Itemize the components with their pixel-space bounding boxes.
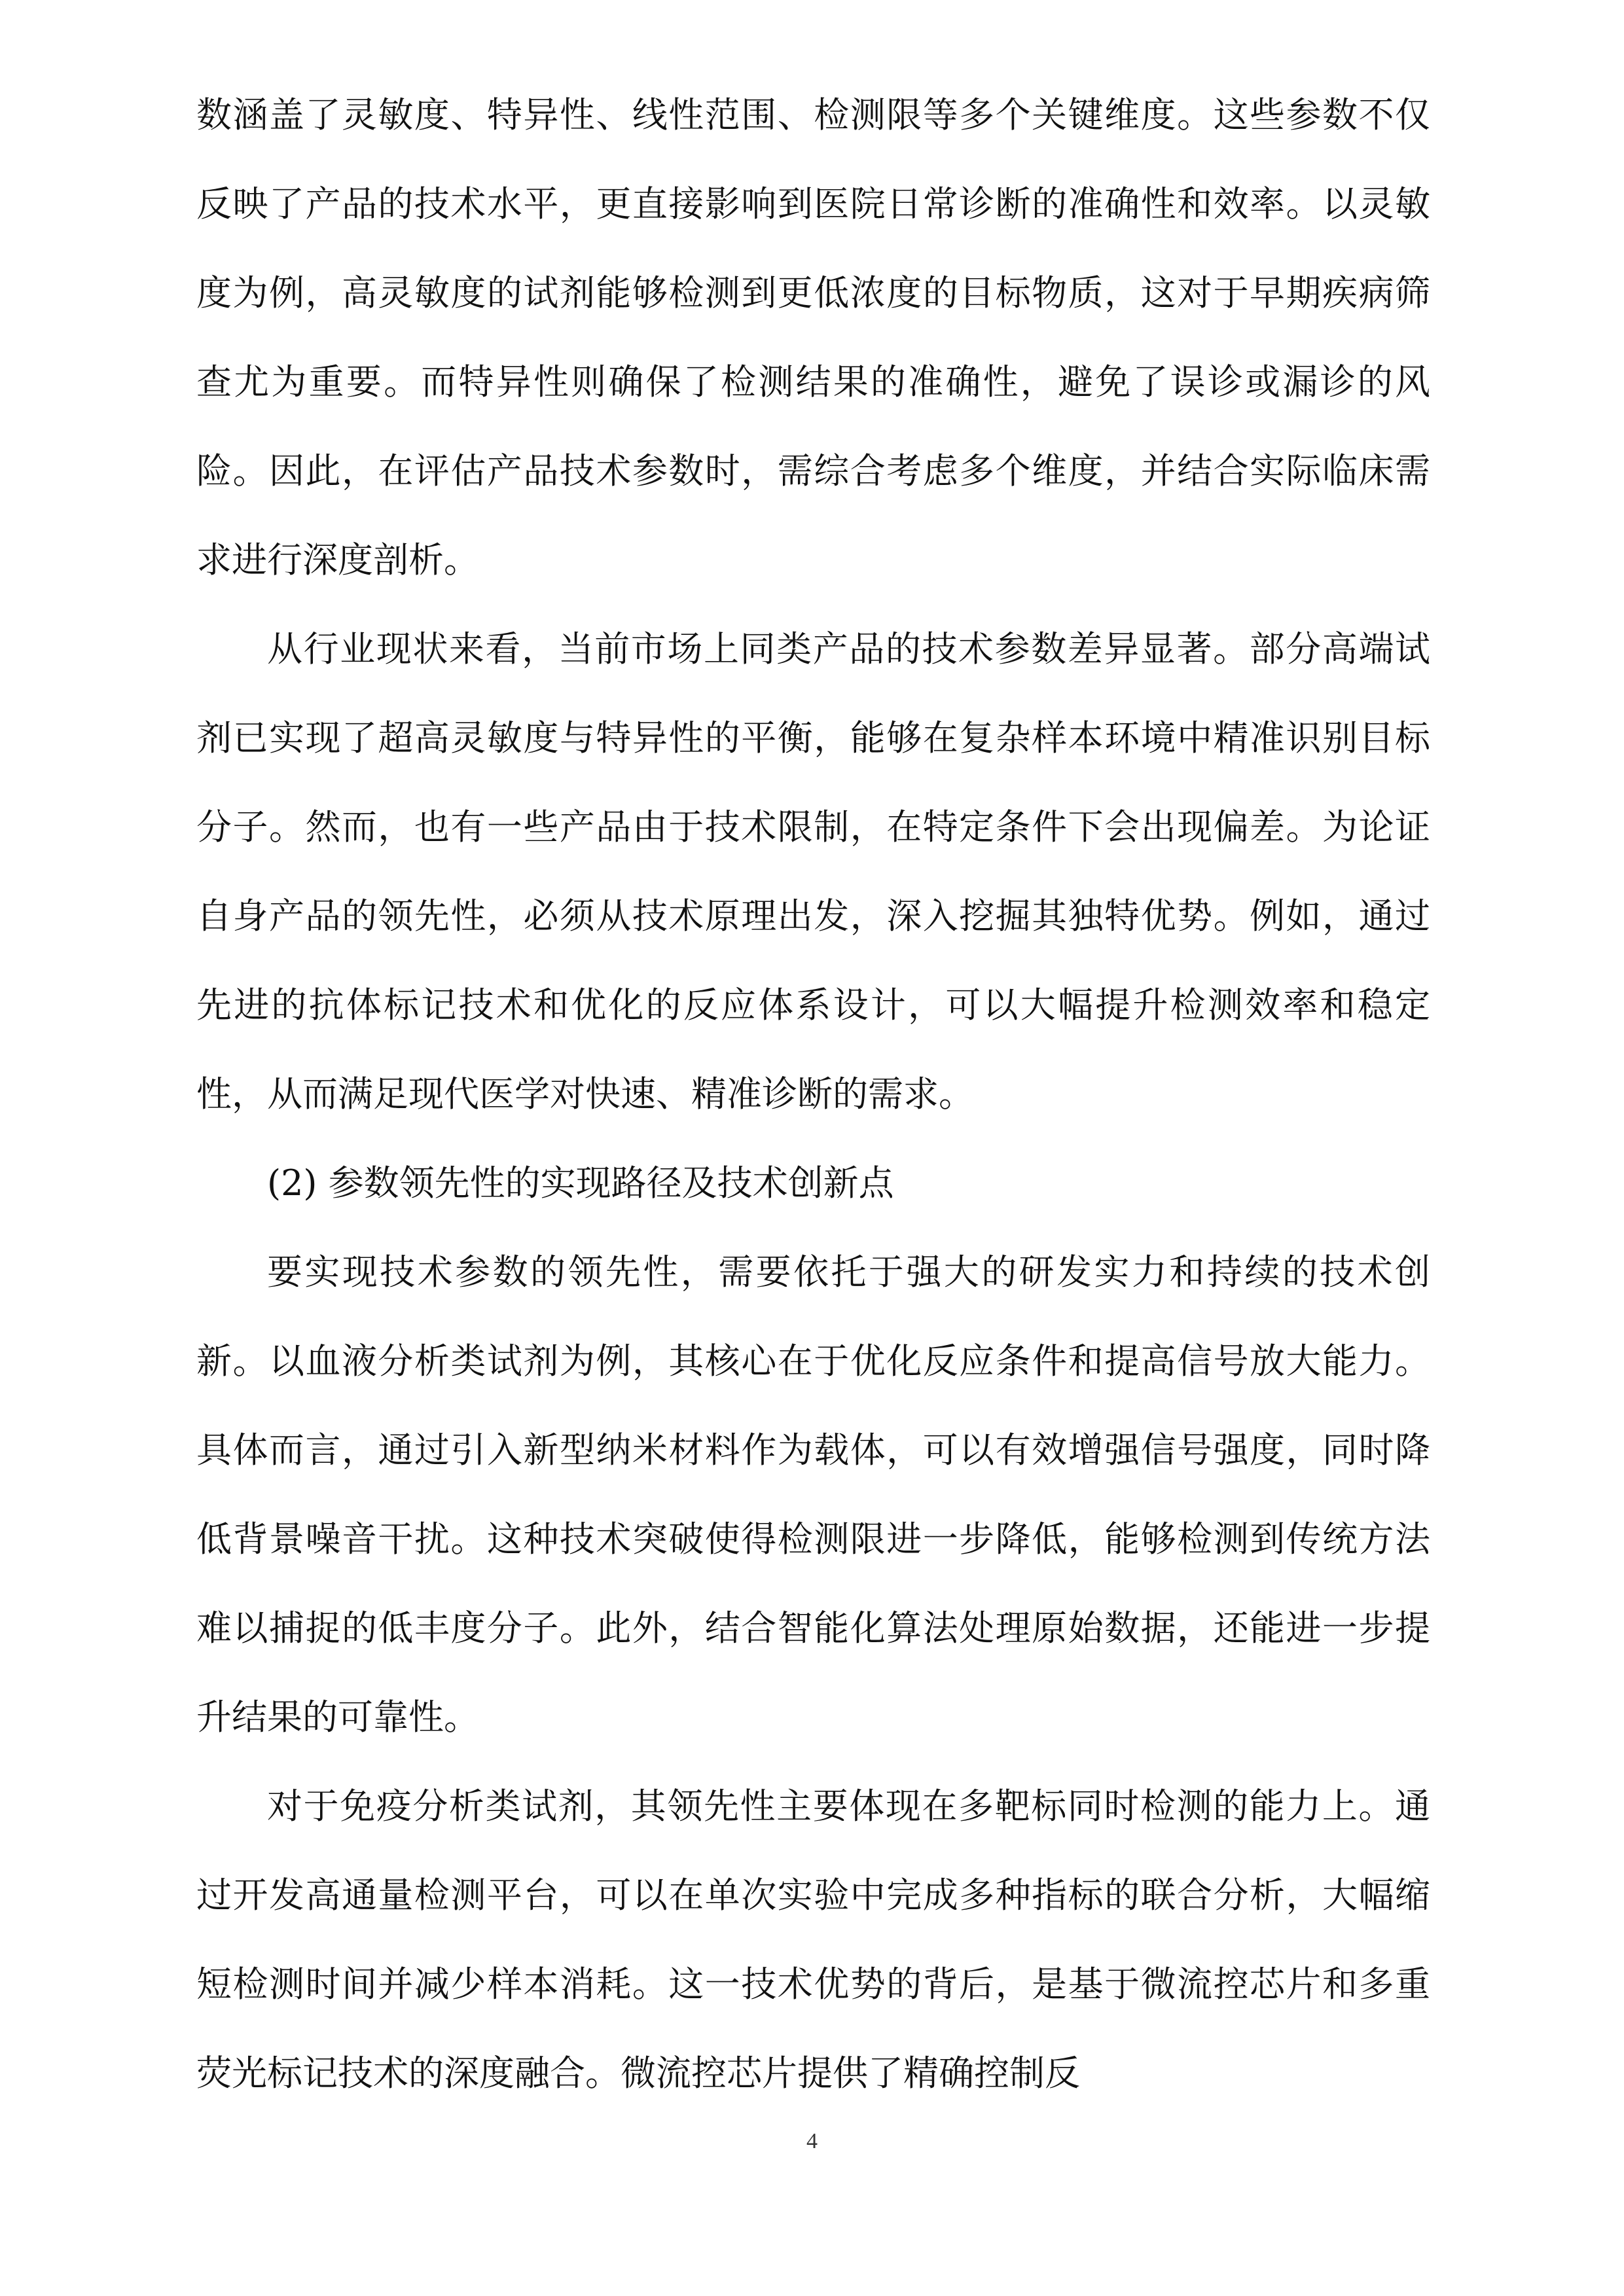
paragraph-continuation: 数涵盖了灵敏度、特异性、线性范围、检测限等多个关键维度。这些参数不仅反映了产品的技术水平，更直接影响到医院日常诊断的准确性和效率。以灵敏度为例，高灵敏度的试剂能够检测到更低浓度的目标物质，这对于早期疾病筛查尤为重要。而特异性则确保了检测结果的准确性，避免了误诊或漏诊的风险。因此，在评估产品技术参数时，需综合考虑多个维度，并结合实际临床需求进行深度剖析。 <box>196 94 1430 581</box>
page-body <box>196 71 1430 2118</box>
paragraph-industry-status: 从行业现状来看，当前市场上同类产品的技术参数差异显著。部分高端试剂已实现了超高灵敏度与特异性的平衡，能够在复杂样本环境中精准识别目标分子。然而，也有一些产品由于技术限制，在特定条件下会出现偏差。为论证自身产品的领先性，必须从技术原理出发，深入挖掘其独特优势。例如，通过先进的抗体标记技术和优化的反应体系设计，可以大幅提升检测效率和稳定性，从而满足现代医学对快速、精准诊断的需求。 <box>196 628 1430 1115</box>
section-heading: (2) 参数领先性的实现路径及技术创新点 <box>267 1162 894 1204</box>
page-number: 4 <box>806 2129 818 2153</box>
paragraph-implementation-path: 要实现技术参数的领先性，需要依托于强大的研发实力和持续的技术创新。以血液分析类试剂为例，其核心在于优化反应条件和提高信号放大能力。具体而言，通过引入新型纳米材料作为载体，可以有效增强信号强度，同时降低背景噪音干扰。这种技术突破使得检测限进一步降低，能够检测到传统方法难以捕捉的低丰度分子。此外，结合智能化算法处理原始数据，还能进一步提升结果的可靠性。 <box>196 1251 1430 1738</box>
paragraph-immunoassay: 对于免疫分析类试剂，其领先性主要体现在多靶标同时检测的能力上。通过开发高通量检测平台，可以在单次实验中完成多种指标的联合分析，大幅缩短检测时间并减少样本消耗。这一技术优势的背后，是基于微流控芯片和多重荧光标记技术的深度融合。微流控芯片提供了精确控制反 <box>196 1785 1430 2094</box>
